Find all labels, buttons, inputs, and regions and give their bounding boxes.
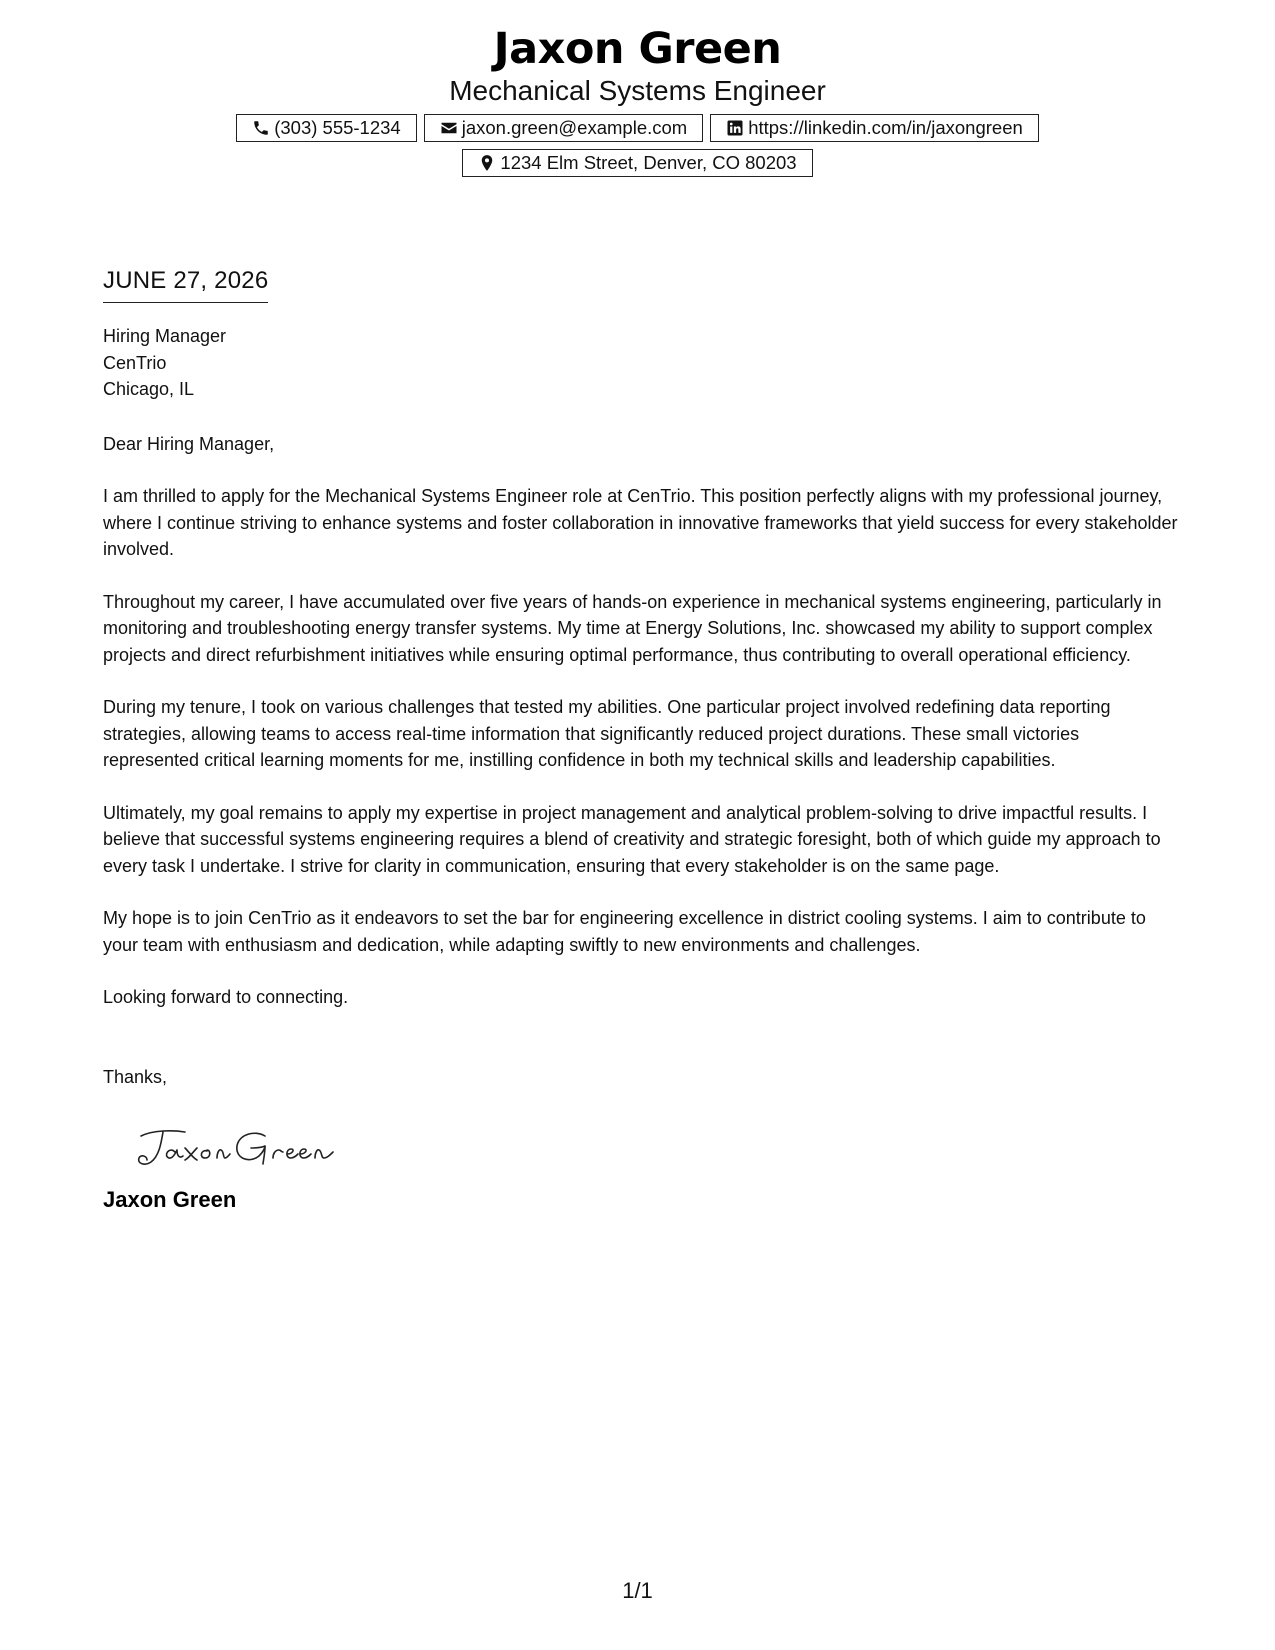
contact-address-text: 1234 Elm Street, Denver, CO 80203	[500, 152, 797, 173]
contact-phone[interactable]	[236, 114, 417, 142]
applicant-title: Mechanical Systems Engineer	[449, 75, 826, 106]
recipient-line: Hiring Manager	[103, 326, 227, 346]
recipient-line: CenTrio	[103, 352, 167, 373]
envelope-icon	[440, 119, 458, 137]
closing-line: Looking forward to connecting.	[103, 987, 349, 1007]
body-paragraph: Throughout my career, I have accumulated over five years of hands-on experience in mechanical systems engineering, particularly in monitoring and troubleshooting energy transfer systems. My time at Energy Solutions, Inc. showcased my ability to support complex projects and direct refurbishment initiatives while ensuring optimal performance, thus contributing to overall operational efficiency.	[103, 591, 1162, 665]
contact-row-primary	[0, 114, 1275, 142]
letter-header	[0, 22, 1275, 177]
body-paragraph: My hope is to join CenTrio as it endeavors to set the bar for engineering excellence in district cooling systems. I aim to contribute to your team with enthusiasm and dedication, while adapting swiftly to new environments and challenges.	[103, 908, 1146, 955]
signer-name: Jaxon Green	[103, 1187, 237, 1212]
applicant-name: Jaxon Green	[493, 24, 782, 74]
body-paragraph: During my tenure, I took on various challenges that tested my abilities. One particular project involved redefining data reporting strategies, allowing teams to access real-time information that significantly reduced project durations. These small victories represented critical learning moments for me, instilling confidence in both my technical skills and leadership capabilities.	[103, 697, 1111, 770]
page-number: 1/1	[622, 1578, 653, 1603]
contact-email-text: jaxon.green@example.com	[461, 117, 688, 138]
salutation: Dear Hiring Manager,	[103, 433, 275, 454]
body-paragraph: Ultimately, my goal remains to apply my expertise in project management and analytical problem-solving to drive impactful results. I believe that successful systems engineering requires a blend of creativity and strategic foresight, both of which guide my approach to every task I undertake. I strive for clarity in communication, ensuring that every stakeholder is on the same page.	[103, 802, 1161, 876]
map-marker-icon	[478, 154, 496, 172]
linkedin-icon	[726, 119, 744, 137]
contact-linkedin[interactable]	[710, 114, 1039, 142]
phone-icon	[252, 119, 270, 137]
handwritten-signature	[133, 1122, 343, 1172]
signoff: Thanks,	[103, 1066, 168, 1087]
contact-linkedin-text: https://linkedin.com/in/jaxongreen	[748, 117, 1023, 138]
contact-phone-text: (303) 555-1234	[274, 117, 401, 138]
letter-date: JUNE 27, 2026	[103, 266, 268, 303]
recipient-line: Chicago, IL	[103, 379, 195, 399]
recipient-block	[103, 323, 1178, 403]
contact-address	[462, 149, 812, 177]
contact-email[interactable]	[424, 114, 703, 142]
contact-row-secondary	[0, 149, 1275, 177]
body-paragraph: I am thrilled to apply for the Mechanical Systems Engineer role at CenTrio. This position perfectly aligns with my professional journey, where I continue striving to enhance systems and foster collaboration in innovative frameworks that yield success for every stakeholder involved.	[103, 486, 1178, 559]
letter-body	[103, 266, 1178, 1214]
